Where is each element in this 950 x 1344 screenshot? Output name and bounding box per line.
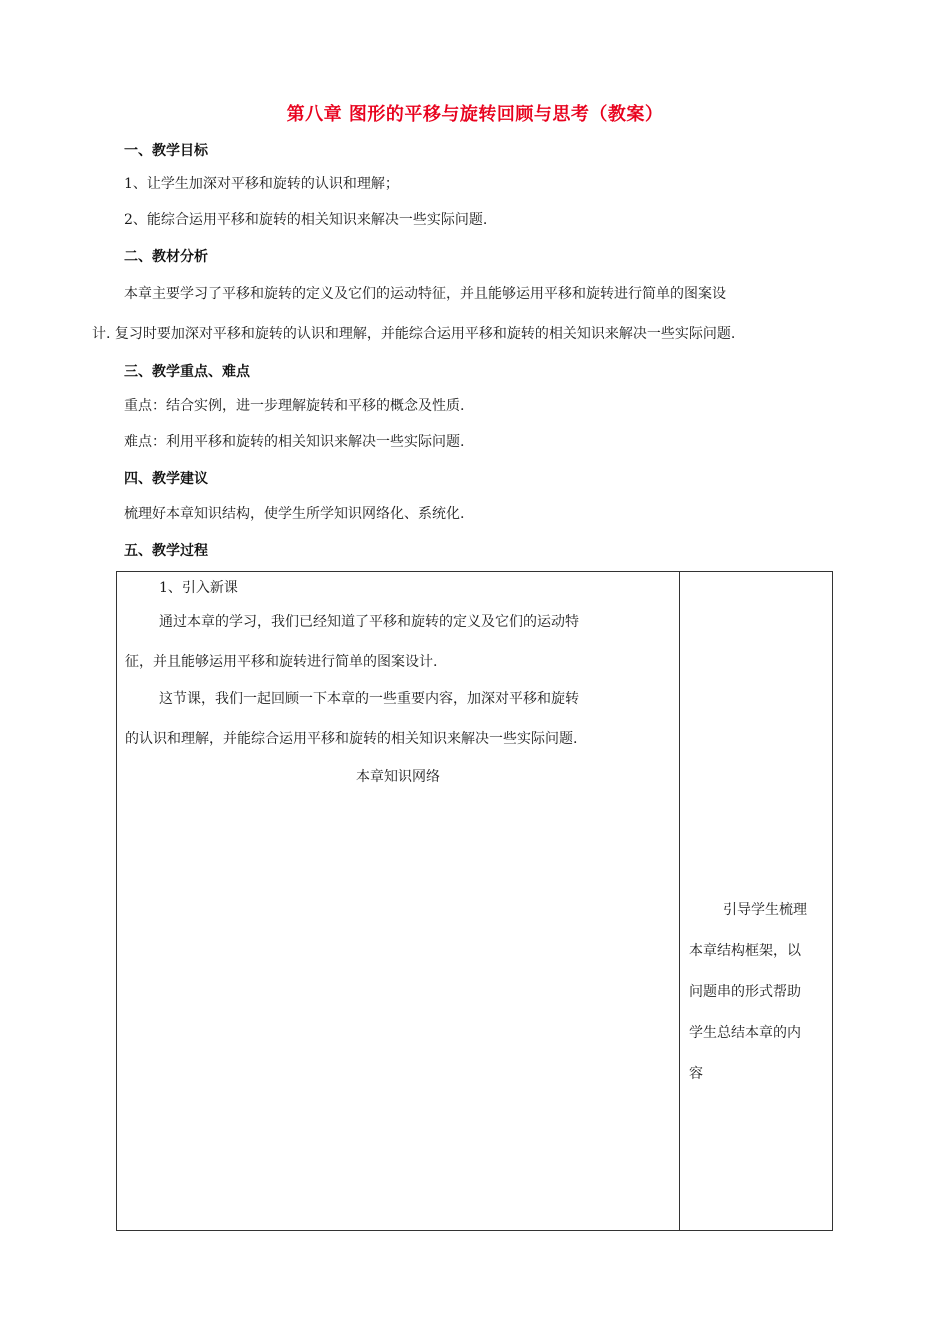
section-heading-key-points: 三、教学重点、难点	[124, 364, 250, 380]
table-paragraph-line: 这节课，我们一起回顾一下本章的一些重要内容，加深对平移和旋转	[159, 691, 579, 707]
analysis-line: 计. 复习时要加深对平移和旋转的认识和理解，并能综合运用平移和旋转的相关知识来解决一些实际问题.	[92, 326, 736, 342]
table-column-divider	[679, 572, 680, 1230]
teacher-note-line: 问题串的形式帮助	[689, 984, 801, 1000]
teacher-note-line: 容	[689, 1066, 703, 1082]
teacher-note-line: 引导学生梳理	[723, 902, 807, 918]
section-heading-suggestions: 四、教学建议	[124, 471, 208, 487]
suggestion-item: 梳理好本章知识结构，使学生所学知识网络化、系统化.	[124, 506, 465, 522]
table-paragraph-line: 征，并且能够运用平移和旋转进行简单的图案设计.	[125, 654, 438, 670]
knowledge-network-caption: 本章知识网络	[356, 769, 440, 785]
teacher-note-line: 本章结构框架，以	[689, 943, 801, 959]
teaching-process-table	[116, 571, 833, 1231]
difficulty-item: 难点：利用平移和旋转的相关知识来解决一些实际问题.	[124, 434, 465, 450]
section-heading-material-analysis: 二、教材分析	[124, 249, 208, 265]
analysis-line: 本章主要学习了平移和旋转的定义及它们的运动特征，并且能够运用平移和旋转进行简单的图案设	[124, 286, 726, 302]
teacher-note-line: 学生总结本章的内	[689, 1025, 801, 1041]
document-title: 第八章 图形的平移与旋转回顾与思考（教案）	[286, 104, 664, 125]
section-heading-objectives: 一、教学目标	[124, 143, 208, 159]
objective-item: 1、让学生加深对平移和旋转的认识和理解；	[124, 176, 399, 192]
table-step-label: 1、引入新课	[159, 580, 238, 596]
table-paragraph-line: 的认识和理解，并能综合运用平移和旋转的相关知识来解决一些实际问题.	[125, 731, 578, 747]
section-heading-teaching-process: 五、教学过程	[124, 543, 208, 559]
table-paragraph-line: 通过本章的学习，我们已经知道了平移和旋转的定义及它们的运动特	[159, 614, 579, 630]
key-point-item: 重点：结合实例，进一步理解旋转和平移的概念及性质.	[124, 398, 465, 414]
objective-item: 2、能综合运用平移和旋转的相关知识来解决一些实际问题.	[124, 212, 488, 228]
